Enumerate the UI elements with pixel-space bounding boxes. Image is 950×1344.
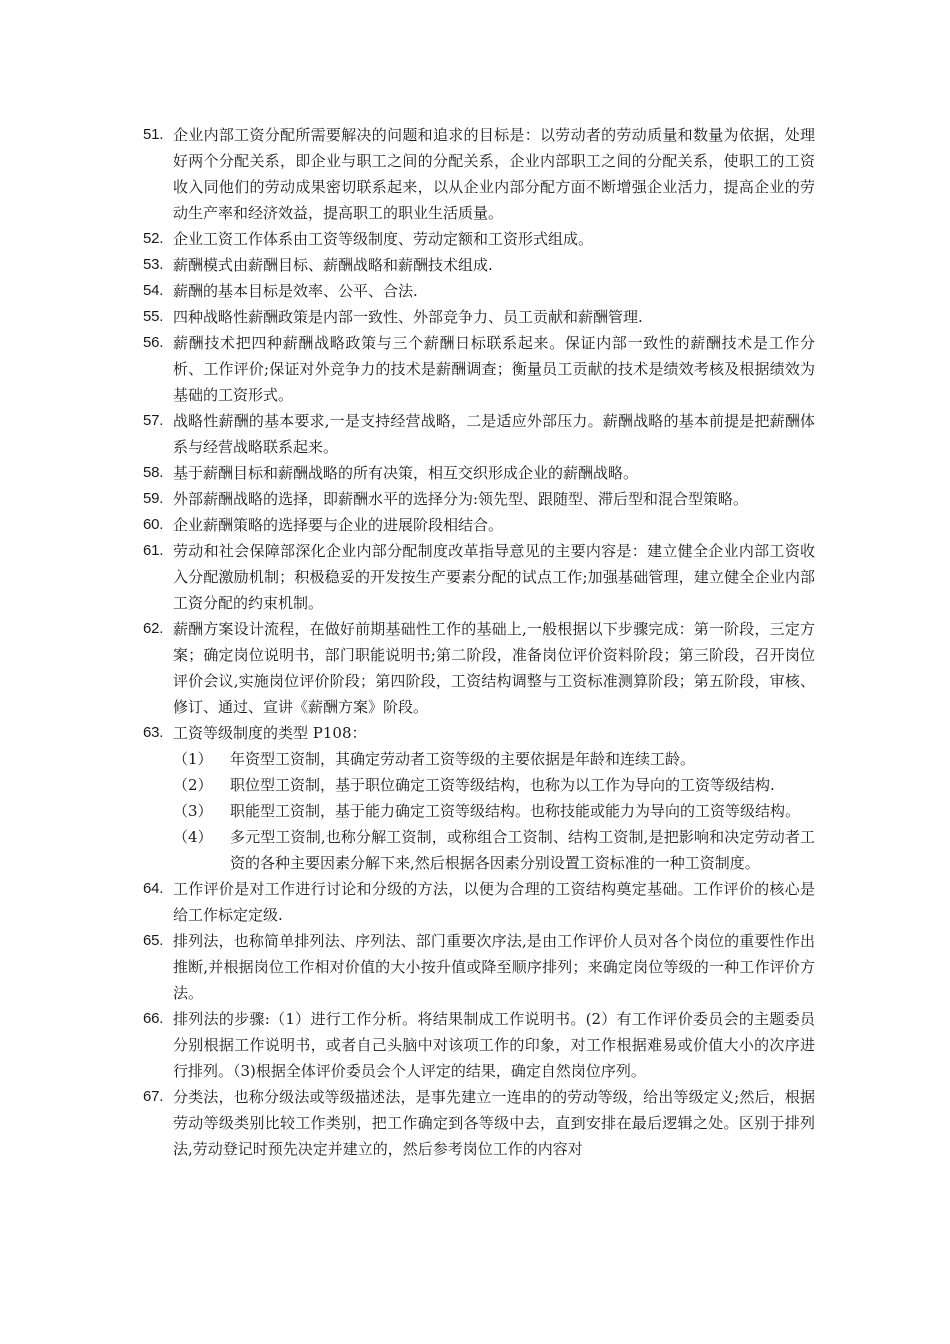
sub-item-number: （4）	[173, 828, 213, 846]
item-text: 企业内部工资分配所需要解决的问题和追求的目标是：以劳动者的劳动质量和数量为依据，处理好两个分配关系，即企业与职工之间的分配关系，企业内部职工之间的分配关系，使职工的工资收入同他们的劳动成果密切联系起来，以从企业内部分配方面不断增强企业活力，提高企业的劳动生产率和经济效益，提高职工的职业生活质量。	[173, 126, 815, 222]
item-number: 51.	[143, 126, 164, 143]
list-item	[143, 512, 815, 538]
item-number: 59.	[143, 490, 164, 507]
list-item	[143, 876, 815, 928]
sub-list-item	[173, 746, 815, 772]
list-item	[143, 226, 815, 252]
item-text: 企业薪酬策略的选择要与企业的进展阶段相结合。	[173, 516, 504, 534]
list-item	[143, 538, 815, 616]
item-text: 工资等级制度的类型 P108：	[173, 724, 367, 742]
item-text: 外部薪酬战略的选择，即薪酬水平的选择分为:领先型、跟随型、滞后型和混合型策略。	[173, 490, 749, 508]
sub-item-number: （3）	[173, 802, 213, 820]
item-number: 61.	[143, 542, 164, 559]
list-item	[143, 122, 815, 226]
list-item	[143, 304, 815, 330]
item-number: 53.	[143, 256, 164, 273]
item-number: 57.	[143, 412, 164, 429]
sub-list-item	[173, 798, 815, 824]
list-item	[143, 720, 815, 746]
item-number: 56.	[143, 334, 164, 351]
item-number: 64.	[143, 880, 164, 897]
sub-item-text: 年资型工资制，其确定劳动者工资等级的主要依据是年龄和连续工龄。	[230, 750, 696, 768]
item-text: 劳动和社会保障部深化企业内部分配制度改革指导意见的主要内容是：建立健全企业内部工资收入分配激励机制；积极稳妥的开发按生产要素分配的试点工作;加强基础管理，建立健全企业内部工资分配的约束机制。	[173, 542, 815, 612]
item-text: 薪酬模式由薪酬目标、薪酬战略和薪酬技术组成.	[173, 256, 493, 274]
sub-item-text: 职能型工资制，基于能力确定工资等级结构。也称技能或能力为导向的工资等级结构。	[230, 802, 801, 820]
item-number: 60.	[143, 516, 164, 533]
list-item	[143, 616, 815, 720]
item-number: 67.	[143, 1088, 164, 1105]
list-item	[143, 278, 815, 304]
item-number: 58.	[143, 464, 164, 481]
item-text: 基于薪酬目标和薪酬战略的所有决策，相互交织形成企业的薪酬战略。	[173, 464, 639, 482]
sub-list-item	[173, 772, 815, 798]
document-body	[143, 122, 815, 1162]
list-item	[143, 1006, 815, 1084]
item-text: 薪酬的基本目标是效率、公平、合法.	[173, 282, 418, 300]
list-item	[143, 460, 815, 486]
item-text: 战略性薪酬的基本要求,一是支持经营战略，二是适应外部压力。薪酬战略的基本前提是把薪酬体系与经营战略联系起来。	[173, 412, 815, 456]
item-number: 63.	[143, 724, 164, 741]
list-item	[143, 252, 815, 278]
item-number: 66.	[143, 1010, 164, 1027]
item-number: 52.	[143, 230, 164, 247]
sub-item-text: 多元型工资制,也称分解工资制，或称组合工资制、结构工资制,是把影响和决定劳动者工资的各种主要因素分解下来,然后根据各因素分别设置工资标准的一种工资制度。	[230, 828, 815, 872]
item-text: 薪酬技术把四种薪酬战略政策与三个薪酬日标联系起来。保证内部一致性的薪酬技术是工作分析、工作评价;保证对外竞争力的技术是薪酬调查；衡量员工贡献的技术是绩效考核及根据绩效为基础的工资形式。	[173, 334, 815, 404]
item-number: 54.	[143, 282, 164, 299]
list-item	[143, 1084, 815, 1162]
item-number: 55.	[143, 308, 164, 325]
item-text: 薪酬方案设计流程，在做好前期基础性工作的基础上,一般根据以下步骤完成：第一阶段，三定方案；确定岗位说明书，部门职能说明书;第二阶段，准备岗位评价资料阶段；第三阶段，召开岗位评价会议,实施岗位评价阶段；第四阶段，工资结构调整与工资标准测算阶段；第五阶段，审核、修订、通过、宣讲《薪酬方案》阶段。	[173, 620, 815, 716]
item-text: 企业工资工作体系由工资等级制度、劳动定额和工资形式组成。	[173, 230, 594, 248]
list-item	[143, 486, 815, 512]
sub-item-number: （2）	[173, 776, 213, 794]
list-item	[143, 928, 815, 1006]
list-item	[143, 408, 815, 460]
item-text: 四种战略性薪酬政策是内部一致性、外部竞争力、员工贡献和薪酬管理.	[173, 308, 643, 326]
item-text: 排列法，也称简单排列法、序列法、部门重要次序法,是由工作评价人员对各个岗位的重要性作出推断,并根据岗位工作相对价值的大小按升值或降至顺序排列；来确定岗位等级的一种工作评价方法。	[173, 932, 815, 1002]
item-text: 排列法的步骤:（1）进行工作分析。将结果制成工作说明书。(2）有工作评价委员会的主题委员分别根据工作说明书，或者自己头脑中对该项工作的印象，对工作根据难易或价值大小的次序进行排列。（3)根据全体评价委员会个人评定的结果，确定自然岗位序列。	[173, 1010, 815, 1080]
item-number: 65.	[143, 932, 164, 949]
item-text: 分类法，也称分级法或等级描述法，是事先建立一连串的的劳动等级，给出等级定义;然后，根据劳动等级类别比较工作类别，把工作确定到各等级中去，直到安排在最后逻辑之处。区别于排列法,劳动登记时预先决定并建立的，然后参考岗位工作的内容对	[173, 1088, 815, 1158]
sub-item-text: 职位型工资制，基于职位确定工资等级结构，也称为以工作为导向的工资等级结构.	[230, 776, 775, 794]
item-text: 工作评价是对工作进行讨论和分级的方法，以便为合理的工资结构奠定基础。工作评价的核心是给工作标定定级.	[173, 880, 815, 924]
list-item	[143, 330, 815, 408]
sub-list-item	[173, 824, 815, 876]
item-number: 62.	[143, 620, 164, 637]
sub-item-number: （1）	[173, 750, 213, 768]
